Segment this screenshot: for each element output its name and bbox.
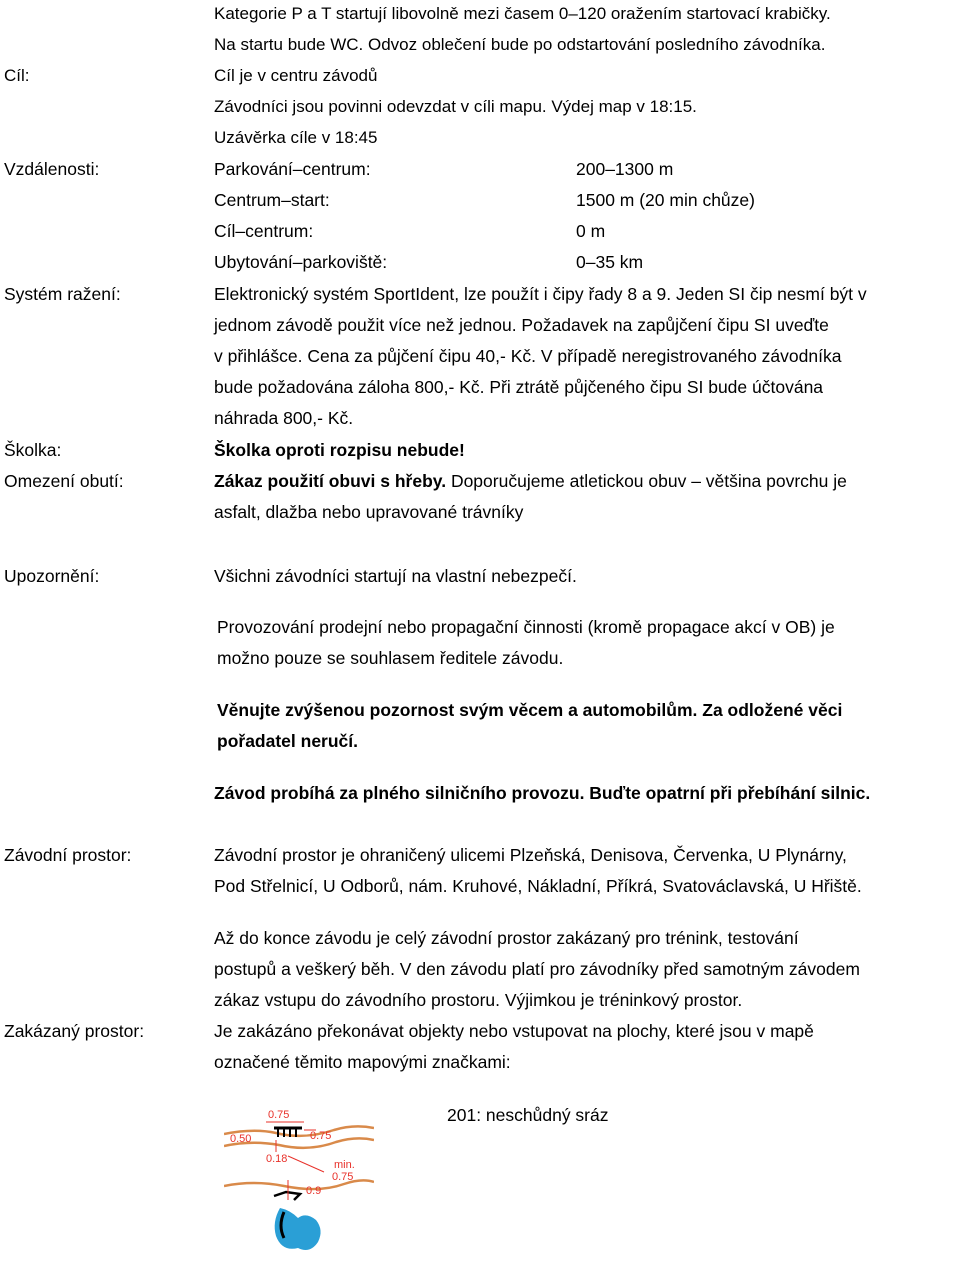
traffic-warning: Závod probíhá za plného silničního provozu. Buďte opatrní při přebíhání silnic. (214, 783, 871, 803)
distance-name: Ubytování–parkoviště: (214, 252, 388, 272)
warning-label: Upozornění: (4, 566, 100, 586)
forbidden-line: zákaz vstupu do závodního prostoru. Výjimkou je tréninkový prostor. (214, 990, 743, 1010)
care-line-2: pořadatel neručí. (217, 731, 359, 751)
punching-line: náhrada 800,- Kč. (214, 408, 354, 428)
intro-line-1: Kategorie P a T startují libovolně mezi časem 0–120 oražením startovací krabičky. (214, 4, 831, 23)
forbidden-line: Až do konce závodu je celý závodní prostor zakázaný pro trénink, testování (214, 928, 799, 948)
dimension-label: 0.75 (332, 1171, 354, 1183)
distance-value: 1500 m (20 min chůze) (576, 190, 755, 210)
finish-label: Cíl: (4, 66, 30, 85)
punching-line: Elektronický systém SportIdent, lze použít i čipy řady 8 a 9. Jeden SI čip nesmí být v (214, 284, 867, 304)
kindergarten-notice: Školka oproti rozpisu nebude! (214, 440, 465, 460)
shoes-recommendation: Doporučujeme atletickou obuv – většina povrchu je (446, 471, 847, 491)
intro-line-2: Na startu bude WC. Odvoz oblečení bude po odstartování posledního závodníka. (214, 35, 826, 54)
kindergarten-label: Školka: (4, 440, 62, 460)
finish-line-3: Uzávěrka cíle v 18:45 (214, 128, 378, 147)
area-label: Závodní prostor: (4, 845, 132, 865)
forbidden-line: Je zakázáno překonávat objekty nebo vstupovat na plochy, které jsou v mapě (214, 1021, 814, 1041)
distance-name: Centrum–start: (214, 190, 330, 210)
distance-name: Parkování–centrum: (214, 159, 371, 179)
punching-line: jednom závodě použit více než jednou. Požadavek na zapůjčení čipu SI uveďte (214, 315, 829, 335)
symbol-caption: 201: neschůdný sráz (447, 1105, 609, 1125)
dimension-label: 0.75 (310, 1130, 332, 1142)
punching-line: v přihlášce. Cena za půjčení čipu 40,- Kč. V případě neregistrovaného závodníka (214, 346, 842, 366)
sales-line-2: možno pouze se souhlasem ředitele závodu. (217, 648, 564, 668)
dimension-label: 0.9 (306, 1185, 322, 1197)
dimension-label: 0.75 (268, 1109, 290, 1121)
punching-label: Systém ražení: (4, 284, 121, 304)
impassable-cliff-symbol-icon (224, 1100, 374, 1260)
dimension-label: 0.50 (230, 1133, 252, 1145)
area-line-2: Pod Střelnicí, U Odborů, nám. Kruhové, Nákladní, Příkrá, Svatováclavská, U Hřiště. (214, 876, 862, 896)
sales-line-1: Provozování prodejní nebo propagační činnosti (kromě propagace akcí v OB) je (217, 617, 835, 637)
distance-name: Cíl–centrum: (214, 221, 314, 241)
dimension-label: min. (334, 1159, 355, 1171)
forbidden-line: označené těmito mapovými značkami: (214, 1052, 511, 1072)
shoes-ban: Zákaz použití obuvi s hřeby. (214, 471, 447, 491)
shoes-line-2: asfalt, dlažba nebo upravované trávníky (214, 502, 524, 522)
finish-line-1: Cíl je v centru závodů (214, 66, 378, 85)
dimension-label: 0.18 (266, 1153, 288, 1165)
forbidden-line: postupů a veškerý běh. V den závodu platí pro závodníky před samotným závodem (214, 959, 860, 979)
forbidden-label: Zakázaný prostor: (4, 1021, 145, 1041)
care-line-1: Věnujte zvýšenou pozornost svým věcem a automobilům. Za odložené věci (217, 700, 843, 720)
cliff-line (274, 1192, 300, 1200)
distance-value: 0–35 km (576, 252, 644, 272)
area-line-1: Závodní prostor je ohraničený ulicemi Plzeňská, Denisova, Červenka, U Plynárny, (214, 845, 847, 865)
distances-label: Vzdálenosti: (4, 159, 100, 179)
distance-value: 200–1300 m (576, 159, 674, 179)
shoes-label: Omezení obutí: (4, 471, 124, 491)
punching-line: bude požadována záloha 800,- Kč. Při ztrátě půjčeného čipu SI bude účtována (214, 377, 824, 397)
distance-value: 0 m (576, 221, 606, 241)
shoes-line-1 (214, 470, 847, 492)
warning-risk: Všichni závodníci startují na vlastní nebezpečí. (214, 566, 577, 586)
finish-line-2: Závodníci jsou povinni odevzdat v cíli mapu. Výdej map v 18:15. (214, 97, 697, 116)
